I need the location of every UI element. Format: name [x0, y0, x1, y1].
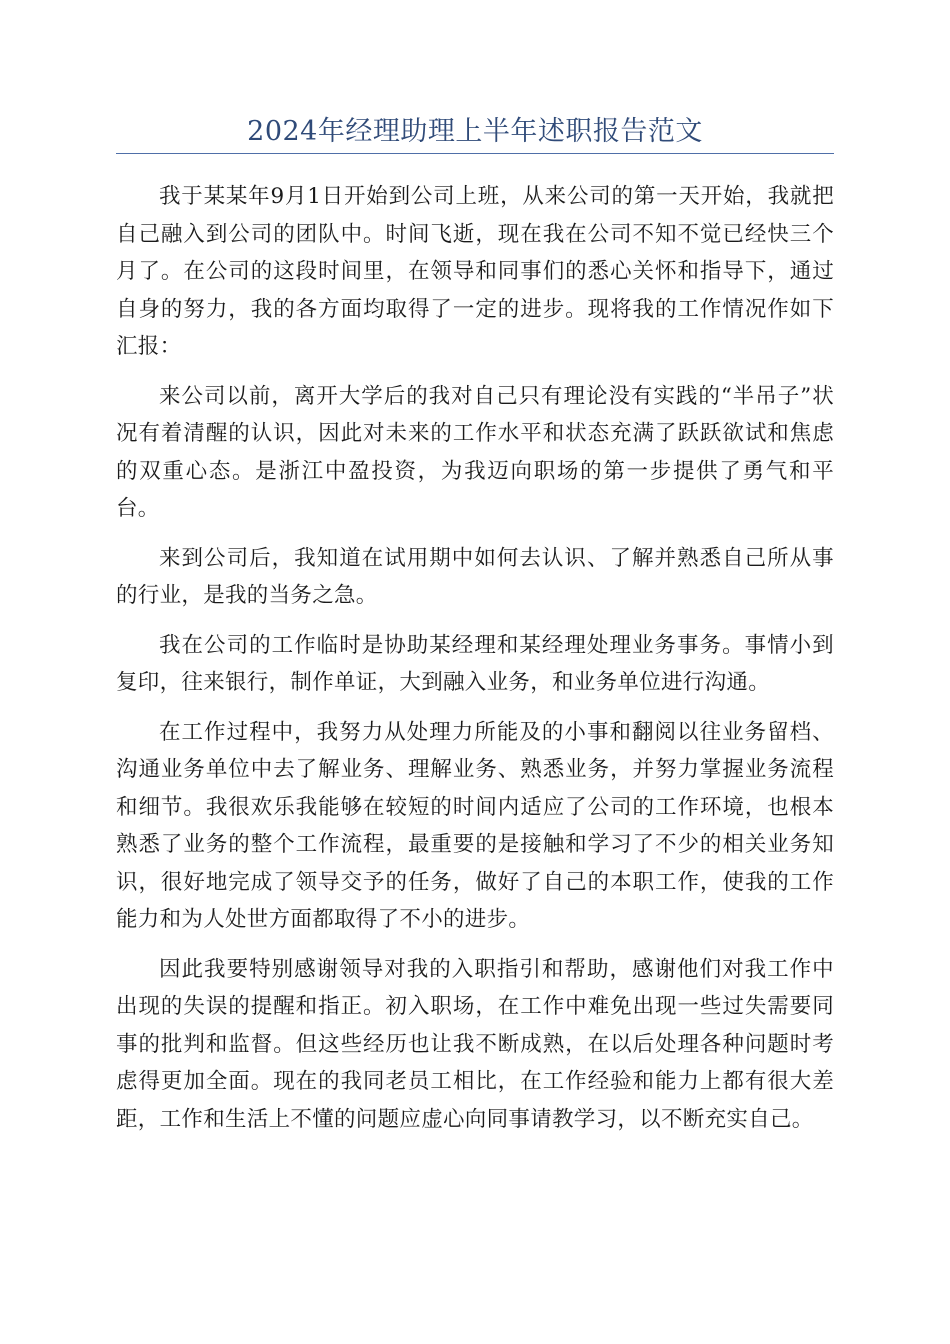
title-underline — [116, 153, 834, 154]
paragraph-1: 我于某某年9月1日开始到公司上班，从来公司的第一天开始，我就把自己融入到公司的团队中。时间飞逝，现在我在公司不知不觉已经快三个月了。在公司的这段时间里，在领导和同事们的悉心关怀和指导下，通过自身的努力，我的各方面均取得了一定的进步。现将我的工作情况作如下汇报： — [116, 184, 834, 359]
document-title: 2024年经理助理上半年述职报告范文 — [247, 116, 703, 147]
paragraph-3: 来到公司后，我知道在试用期中如何去认识、了解并熟悉自己所从事的行业，是我的当务之急。 — [116, 545, 834, 608]
paragraph-4: 我在公司的工作临时是协助某经理和某经理处理业务事务。事情小到复印，往来银行，制作单证，大到融入业务，和业务单位进行沟通。 — [116, 632, 834, 695]
document-body — [116, 178, 834, 1150]
paragraph-6: 因此我要特别感谢领导对我的入职指引和帮助，感谢他们对我工作中出现的失误的提醒和指正。初入职场，在工作中难免出现一些过失需要同事的批判和监督。但这些经历也让我不断成熟，在以后处理各种问题时考虑得更加全面。现在的我同老员工相比，在工作经验和能力上都有很大差距，工作和生活上不懂的问题应虚心向同事请教学习，以不断充实自己。 — [116, 956, 834, 1132]
paragraph-2: 来公司以前，离开大学后的我对自己只有理论没有实践的“半吊子”状况有着清醒的认识，因此对未来的工作水平和状态充满了跃跃欲试和焦虑的双重心态。是浙江中盈投资，为我迈向职场的第一步提供了勇气和平台。 — [116, 383, 834, 521]
paragraph-5: 在工作过程中，我努力从处理力所能及的小事和翻阅以往业务留档、沟通业务单位中去了解业务、理解业务、熟悉业务，并努力掌握业务流程和细节。我很欢乐我能够在较短的时间内适应了公司的工作环境，也根本熟悉了业务的整个工作流程，最重要的是接触和学习了不少的相关业务知识，很好地完成了领导交予的任务，做好了自己的本职工作，使我的工作能力和为人处世方面都取得了不小的进步。 — [116, 719, 834, 932]
